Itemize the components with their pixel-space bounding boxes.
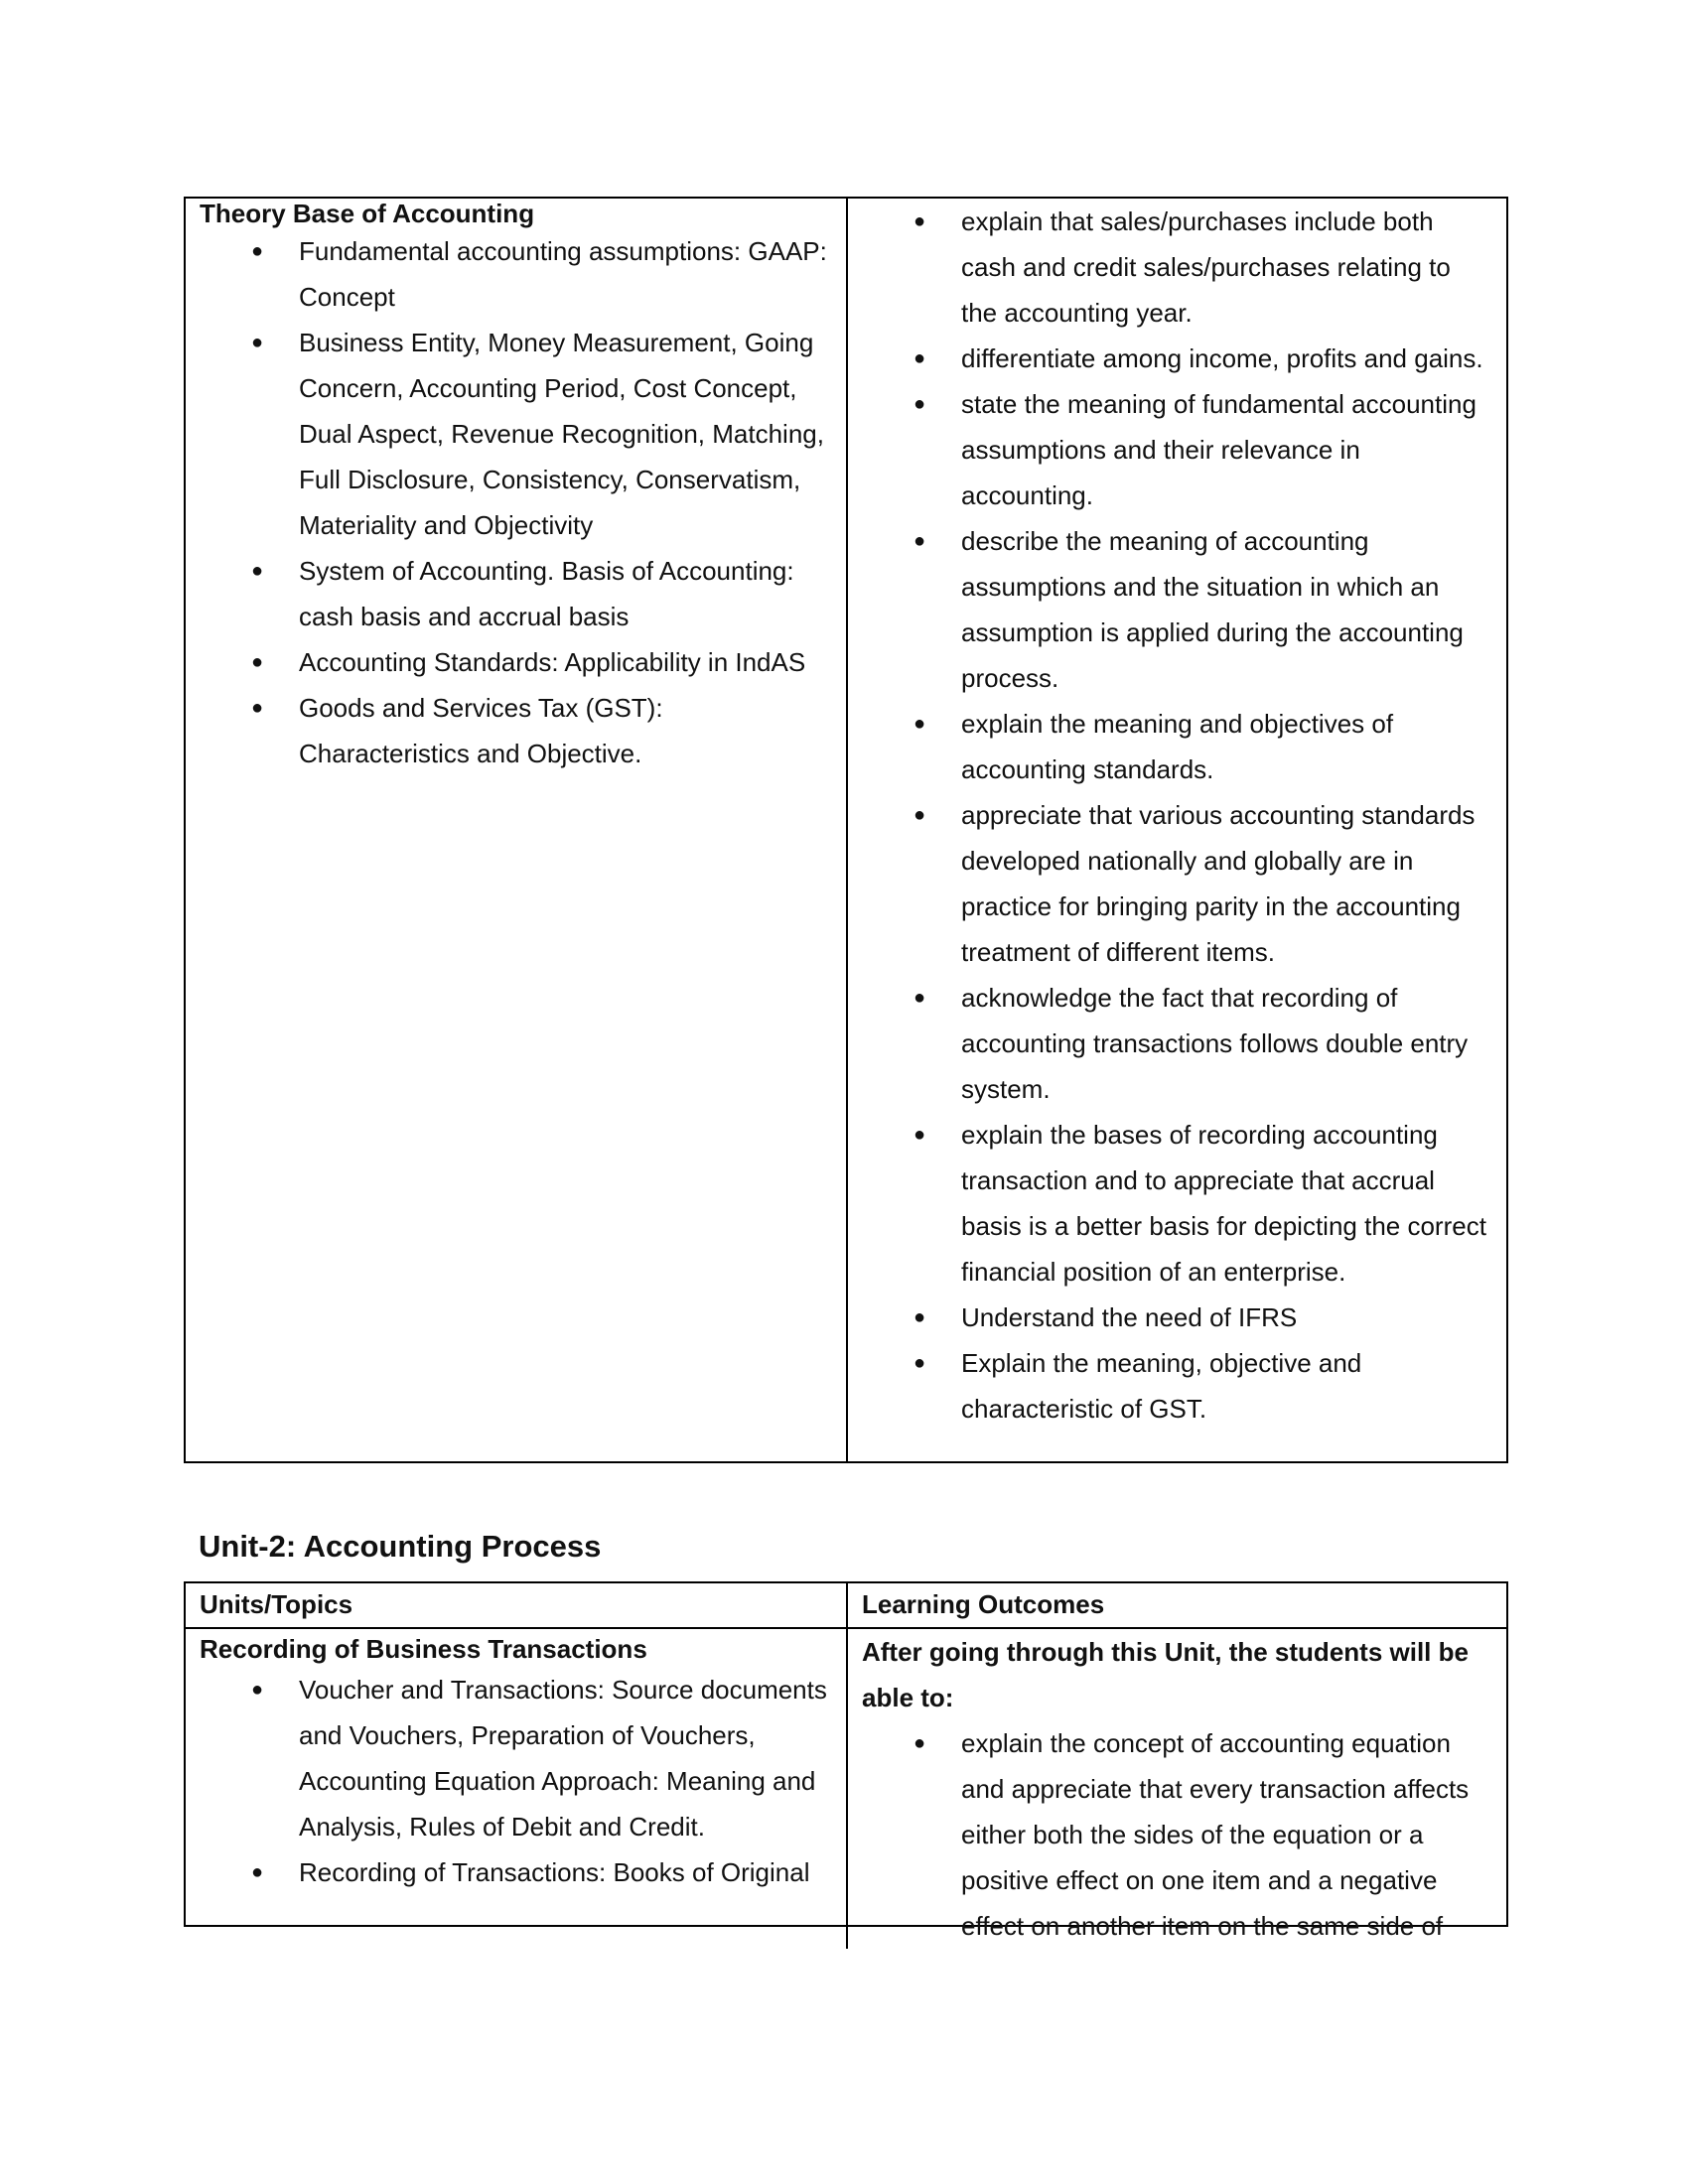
bullet-icon: ● — [251, 332, 264, 353]
topics-list — [200, 1667, 832, 1895]
list-item: ● Goods and Services Tax (GST): Characteristics and Objective. — [200, 685, 832, 776]
bullet-icon: ● — [251, 1861, 264, 1883]
bullet-icon: ● — [914, 987, 926, 1009]
list-item: ● Accounting Standards: Applicability in IndAS — [200, 639, 832, 685]
list-item: ● explain the bases of recording accounting transaction and to appreciate that accrual basis is a better basis for depicting the correct financial position of an enterprise. — [862, 1112, 1492, 1295]
list-item: ● Fundamental accounting assumptions: GAAP: Concept — [200, 228, 832, 320]
bullet-icon: ● — [251, 560, 264, 582]
bullet-icon: ● — [914, 1352, 926, 1374]
bullet-icon: ● — [914, 713, 926, 735]
topics-list — [200, 228, 832, 776]
list-item: ● appreciate that various accounting standards developed nationally and globally are in practice for bringing parity in the accounting treatment of different items. — [862, 792, 1492, 975]
outcomes-intro: After going through this Unit, the students will be able to: — [862, 1637, 1469, 1712]
bullet-icon: ● — [914, 347, 926, 369]
bullet-icon: ● — [914, 804, 926, 826]
list-item: ● Explain the meaning, objective and characteristic of GST. — [862, 1340, 1492, 1432]
bullet-icon: ● — [914, 393, 926, 415]
bullet-icon: ● — [914, 1306, 926, 1328]
bullet-icon: ● — [914, 210, 926, 232]
list-item: ● Voucher and Transactions: Source documents and Vouchers, Preparation of Vouchers, Accounting Equation Approach: Meaning and Analysis, Rules of Debit and Credit. — [200, 1667, 832, 1849]
accounting-process-table — [184, 1581, 1508, 1941]
column-header: Learning Outcomes — [862, 1589, 1105, 1619]
topics-cell — [186, 1629, 848, 1949]
outcomes-cell — [848, 1629, 1506, 1949]
outcomes-list — [862, 1720, 1492, 1949]
list-item: ● differentiate among income, profits and gains. — [862, 336, 1492, 381]
theory-base-table — [184, 197, 1508, 1463]
section-heading: Theory Base of Accounting — [200, 199, 535, 228]
unit-heading: Unit-2: Accounting Process — [199, 1529, 602, 1564]
list-item: ● System of Accounting. Basis of Accounting: cash basis and accrual basis — [200, 548, 832, 639]
list-item: ● Business Entity, Money Measurement, Going Concern, Accounting Period, Cost Concept, Dual Aspect, Revenue Recognition, Matching, Full Disclosure, Consistency, Conservatism, Materiality and Objectivity — [200, 320, 832, 548]
outcomes-cell — [848, 199, 1506, 1461]
bullet-icon: ● — [251, 651, 264, 673]
topics-cell — [186, 199, 848, 1461]
list-item: ● describe the meaning of accounting assumptions and the situation in which an assumption is applied during the accounting process. — [862, 518, 1492, 701]
header-cell-topics — [186, 1583, 848, 1629]
list-item: ● explain that sales/purchases include both cash and credit sales/purchases relating to the accounting year. — [862, 199, 1492, 336]
list-item: ● explain the concept of accounting equation and appreciate that every transaction affects either both the sides of the equation or a positive effect on one item and a negative effect on another item on the same side of — [862, 1720, 1492, 1949]
header-cell-outcomes — [848, 1583, 1506, 1629]
bullet-icon: ● — [914, 530, 926, 552]
bullet-icon: ● — [251, 697, 264, 719]
list-item: ● explain the meaning and objectives of accounting standards. — [862, 701, 1492, 792]
bullet-icon: ● — [914, 1124, 926, 1146]
list-item: ● state the meaning of fundamental accounting assumptions and their relevance in accounting. — [862, 381, 1492, 518]
list-item: ● Recording of Transactions: Books of Original — [200, 1849, 832, 1895]
bullet-icon: ● — [251, 240, 264, 262]
column-header: Units/Topics — [200, 1589, 353, 1619]
outcomes-list — [862, 199, 1492, 1432]
list-item: ● acknowledge the fact that recording of accounting transactions follows double entry system. — [862, 975, 1492, 1112]
bullet-icon: ● — [914, 1732, 926, 1754]
bullet-icon: ● — [251, 1679, 264, 1701]
list-item: ● Understand the need of IFRS — [862, 1295, 1492, 1340]
section-heading: Recording of Business Transactions — [200, 1634, 647, 1664]
